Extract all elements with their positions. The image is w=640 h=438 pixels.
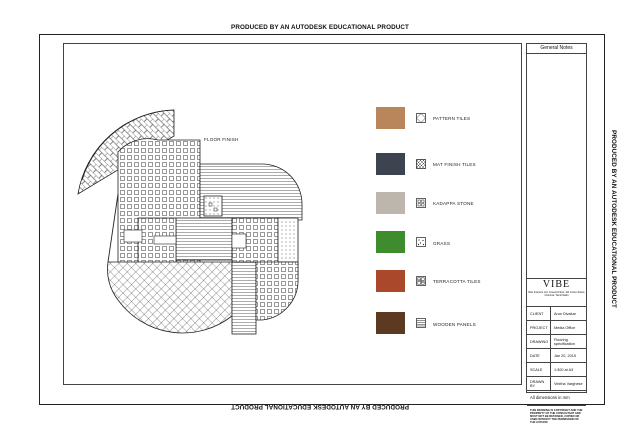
dimensions-note: All dimensions in mm xyxy=(527,391,586,406)
tb-value: Flooring specification xyxy=(554,337,575,346)
logo-text: VIBE xyxy=(542,279,571,290)
floor-plan xyxy=(64,44,314,344)
tb-row-date xyxy=(527,349,586,363)
legend-label-pattern-tiles: PATTERN TILES xyxy=(433,116,471,121)
legend-label-mat-finish: MAT FINISH TILES xyxy=(433,162,476,167)
tb-key: PROJECT xyxy=(527,321,551,334)
general-notes-header: General Notes xyxy=(527,44,586,54)
legend-symbol-kadappa xyxy=(416,198,426,208)
legend-symbol-mat-finish xyxy=(416,159,426,169)
tb-row-project xyxy=(527,321,586,335)
tb-value: Vinitha Varghese xyxy=(554,381,583,386)
legend-label-wooden: WOODEN PANELS xyxy=(433,322,476,327)
tb-value: Arun Divakar xyxy=(554,311,576,316)
legend-label-kadappa: KADAPPA STONE xyxy=(433,201,474,206)
legend-label-grass: GRASS xyxy=(433,241,451,246)
logo-address: Vibe Interiors Ltd. Ground Floor, 4th Cross Street, Chennai, Tamil Nadu xyxy=(527,291,586,297)
tb-row-drawn-by xyxy=(527,377,586,391)
tb-row-drawing xyxy=(527,335,586,349)
watermark-top: PRODUCED BY AN AUTODESK EDUCATIONAL PRODUCT xyxy=(231,24,409,31)
watermark-right: PRODUCED BY AN AUTODESK EDUCATIONAL PRODUCT xyxy=(610,130,617,308)
general-notes-body xyxy=(527,54,586,279)
tb-key: CLIENT xyxy=(527,307,551,320)
tb-key: SCALE xyxy=(527,363,551,376)
legend-swatch-kadappa xyxy=(376,192,405,214)
legend-symbol-terracotta xyxy=(416,276,426,286)
legend-swatch-grass xyxy=(376,231,405,253)
tb-key: DATE xyxy=(527,349,551,362)
legend-swatch-terracotta xyxy=(376,270,405,292)
watermark-bottom: PRODUCED BY AN AUTODESK EDUCATIONAL PRODUCT xyxy=(231,403,409,410)
title-block xyxy=(526,43,587,425)
legend-symbol-pattern-tiles xyxy=(416,113,426,123)
tb-value: 1:300 at A3 xyxy=(554,367,574,372)
tb-key: DRAWN BY xyxy=(527,377,551,390)
legend-symbol-wooden xyxy=(416,318,426,328)
copyright-note: THIS DRAWING IS COPYRIGHT AND THE PROPERTY OF THE CONSULTANT AND MUST NOT BE RETAINED, COPIED OR USED WITHOUT THE PERMISSION OF THE AUTHOR xyxy=(530,409,583,425)
floor-finish-label: FLOOR FINISH xyxy=(204,137,239,142)
tb-value: Media Office xyxy=(554,325,576,330)
tb-row-client xyxy=(527,307,586,321)
tb-row-scale xyxy=(527,363,586,377)
legend-label-terracotta: TERRACOTTA TILES xyxy=(433,279,481,284)
company-logo xyxy=(527,279,586,307)
tb-value: Jan 20, 2015 xyxy=(554,353,576,358)
legend-swatch-wooden xyxy=(376,312,405,334)
legend-symbol-grass xyxy=(416,237,426,247)
legend-swatch-mat-finish xyxy=(376,153,405,175)
legend-swatch-pattern-tiles xyxy=(376,107,405,129)
tb-key: DRAWING xyxy=(527,335,551,348)
